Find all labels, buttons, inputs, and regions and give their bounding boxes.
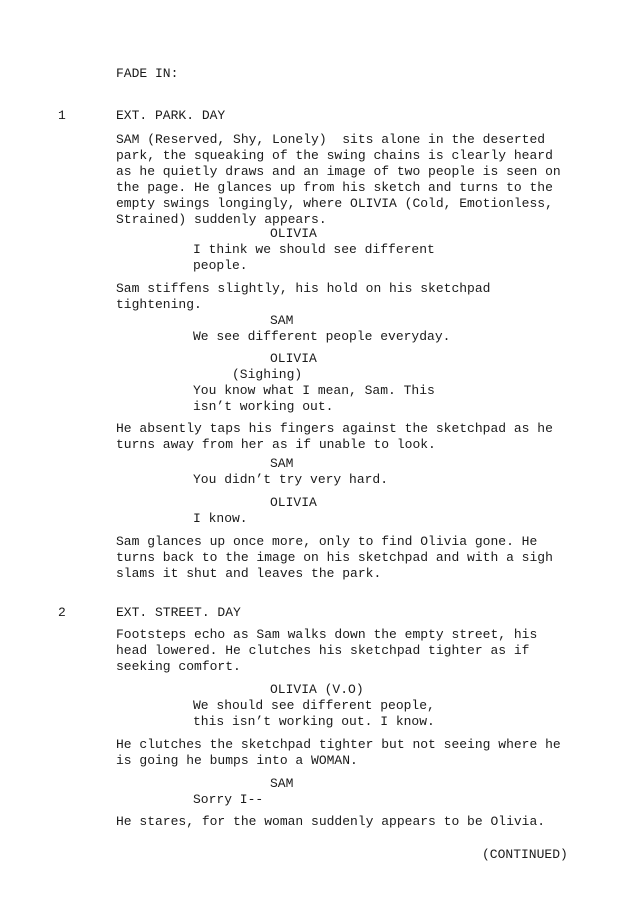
dialogue-line: Sorry I-- — [193, 792, 264, 807]
character-name: SAM — [270, 313, 294, 328]
action-line: as he quietly draws and an image of two people is seen on — [116, 164, 561, 179]
dialogue-line: You didn’t try very hard. — [193, 472, 389, 487]
dialogue-line: I think we should see different — [193, 242, 435, 257]
character-name: OLIVIA (V.O) — [270, 682, 364, 697]
dialogue-line: We see different people everyday. — [193, 329, 451, 344]
scene-number: 2 — [58, 605, 66, 620]
action-line: Strained) suddenly appears. — [116, 212, 327, 227]
dialogue-line: You know what I mean, Sam. This — [193, 383, 435, 398]
action-line: He absently taps his fingers against the sketchpad as he — [116, 421, 553, 436]
action-line: Sam stiffens slightly, his hold on his sketchpad — [116, 281, 491, 296]
action-line: slams it shut and leaves the park. — [116, 566, 382, 581]
action-line: empty swings longingly, where OLIVIA (Cold, Emotionless, — [116, 196, 553, 211]
character-name: SAM — [270, 776, 294, 791]
dialogue-line: I know. — [193, 511, 248, 526]
character-name: SAM — [270, 456, 294, 471]
dialogue-line: people. — [193, 258, 248, 273]
action-line: Footsteps echo as Sam walks down the empty street, his — [116, 627, 538, 642]
action-line: park, the squeaking of the swing chains is clearly heard — [116, 148, 553, 163]
dialogue-line: We should see different people, — [193, 698, 435, 713]
dialogue-line: isn’t working out. — [193, 399, 334, 414]
action-line: turns back to the image on his sketchpad and with a sigh — [116, 550, 553, 565]
character-name: OLIVIA — [270, 351, 317, 366]
scene-number: 1 — [58, 108, 66, 123]
action-line: head lowered. He clutches his sketchpad tighter as if — [116, 643, 530, 658]
action-line: He stares, for the woman suddenly appears to be Olivia. — [116, 814, 546, 829]
character-name: OLIVIA — [270, 495, 317, 510]
parenthetical: (Sighing) — [232, 367, 303, 382]
continued-marker: (CONTINUED) — [482, 847, 568, 862]
scene-heading: EXT. STREET. DAY — [116, 605, 241, 620]
character-name: OLIVIA — [270, 226, 317, 241]
action-line: is going he bumps into a WOMAN. — [116, 753, 358, 768]
action-line: SAM (Reserved, Shy, Lonely) sits alone in the deserted — [116, 132, 546, 147]
fade-in: FADE IN: — [116, 66, 179, 81]
scene-heading: EXT. PARK. DAY — [116, 108, 226, 123]
action-line: He clutches the sketchpad tighter but not seeing where he — [116, 737, 561, 752]
action-line: the page. He glances up from his sketch and turns to the — [116, 180, 553, 195]
action-line: tightening. — [116, 297, 202, 312]
dialogue-line: this isn’t working out. I know. — [193, 714, 435, 729]
action-line: turns away from her as if unable to look. — [116, 437, 436, 452]
action-line: seeking comfort. — [116, 659, 241, 674]
action-line: Sam glances up once more, only to find Olivia gone. He — [116, 534, 538, 549]
